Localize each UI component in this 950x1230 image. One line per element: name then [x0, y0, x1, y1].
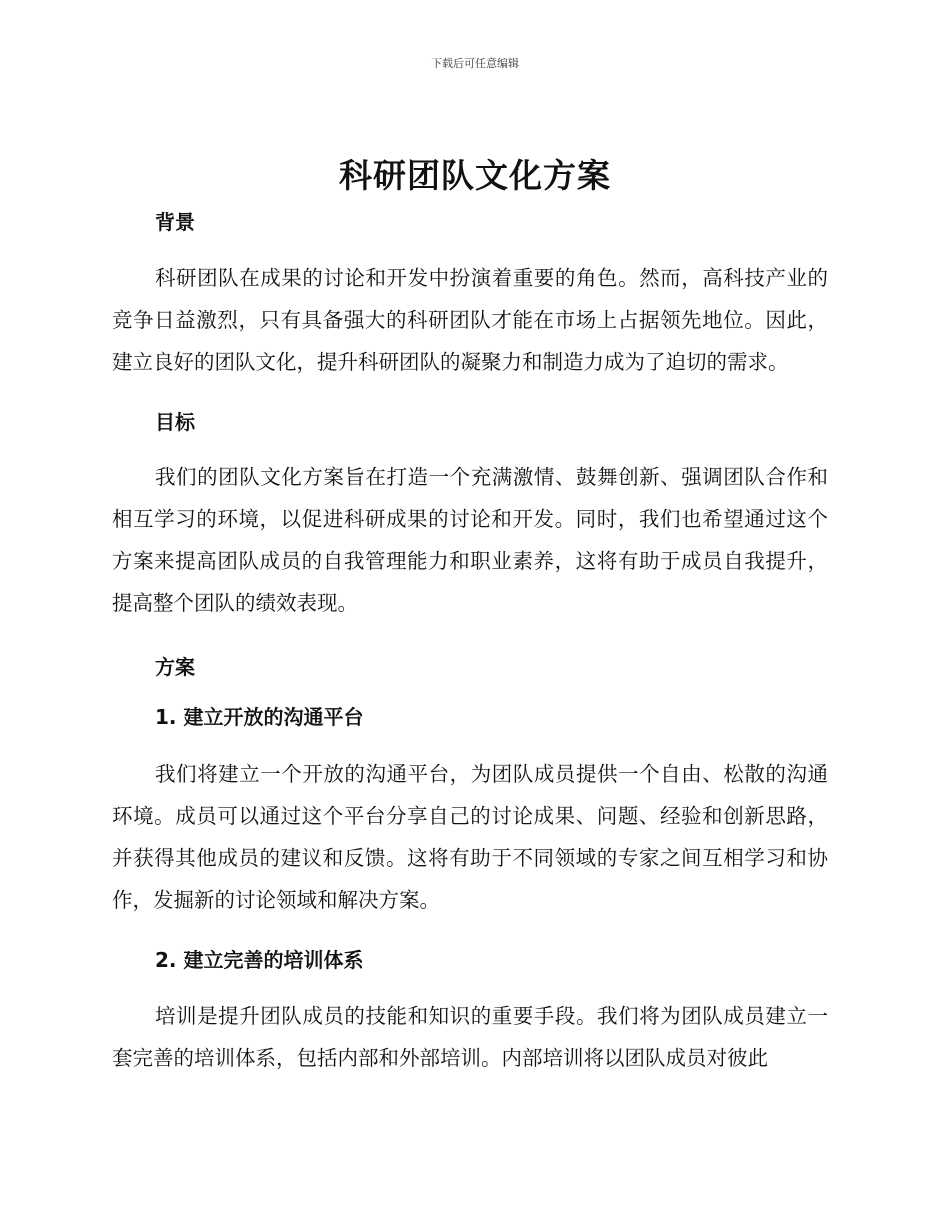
plan-item-heading-2: 2. 建立完善的培训体系	[155, 948, 364, 972]
plan-item-text-2: 培训是提升团队成员的技能和知识的重要手段。我们将为团队成员建立一套完善的培训体系，包括内部和外部培训。内部培训将以团队成员对彼此	[112, 1004, 828, 1070]
section-text-goal: 我们的团队文化方案旨在打造一个充满激情、鼓舞创新、强调团队合作和相互学习的环境，以促进科研成果的讨论和开发。同时，我们也希望通过这个方案来提高团队成员的自我管理能力和职业素养，这将有助于成员自我提升，提高整个团队的绩效表现。	[112, 465, 828, 615]
section-heading-goal: 目标	[155, 410, 195, 434]
section-heading-plan: 方案	[155, 655, 195, 679]
header-note: 下载后可任意编辑	[431, 57, 519, 70]
plan-item-text-1: 我们将建立一个开放的沟通平台，为团队成员提供一个自由、松散的沟通环境。成员可以通过这个平台分享自己的讨论成果、问题、经验和创新思路，并获得其他成员的建议和反馈。这将有助于不同领域的专家之间互相学习和协作，发掘新的讨论领域和解决方案。	[112, 762, 828, 912]
plan-item-heading-1: 1. 建立开放的沟通平台	[155, 705, 364, 729]
section-text-background: 科研团队在成果的讨论和开发中扮演着重要的角色。然而，高科技产业的竞争日益激烈，只有具备强大的科研团队才能在市场上占据领先地位。因此，建立良好的团队文化，提升科研团队的凝聚力和制造力成为了迫切的需求。	[112, 266, 828, 374]
section-heading-background: 背景	[155, 210, 195, 234]
document-title: 科研团队文化方案	[339, 156, 611, 195]
document-body	[112, 205, 828, 1079]
